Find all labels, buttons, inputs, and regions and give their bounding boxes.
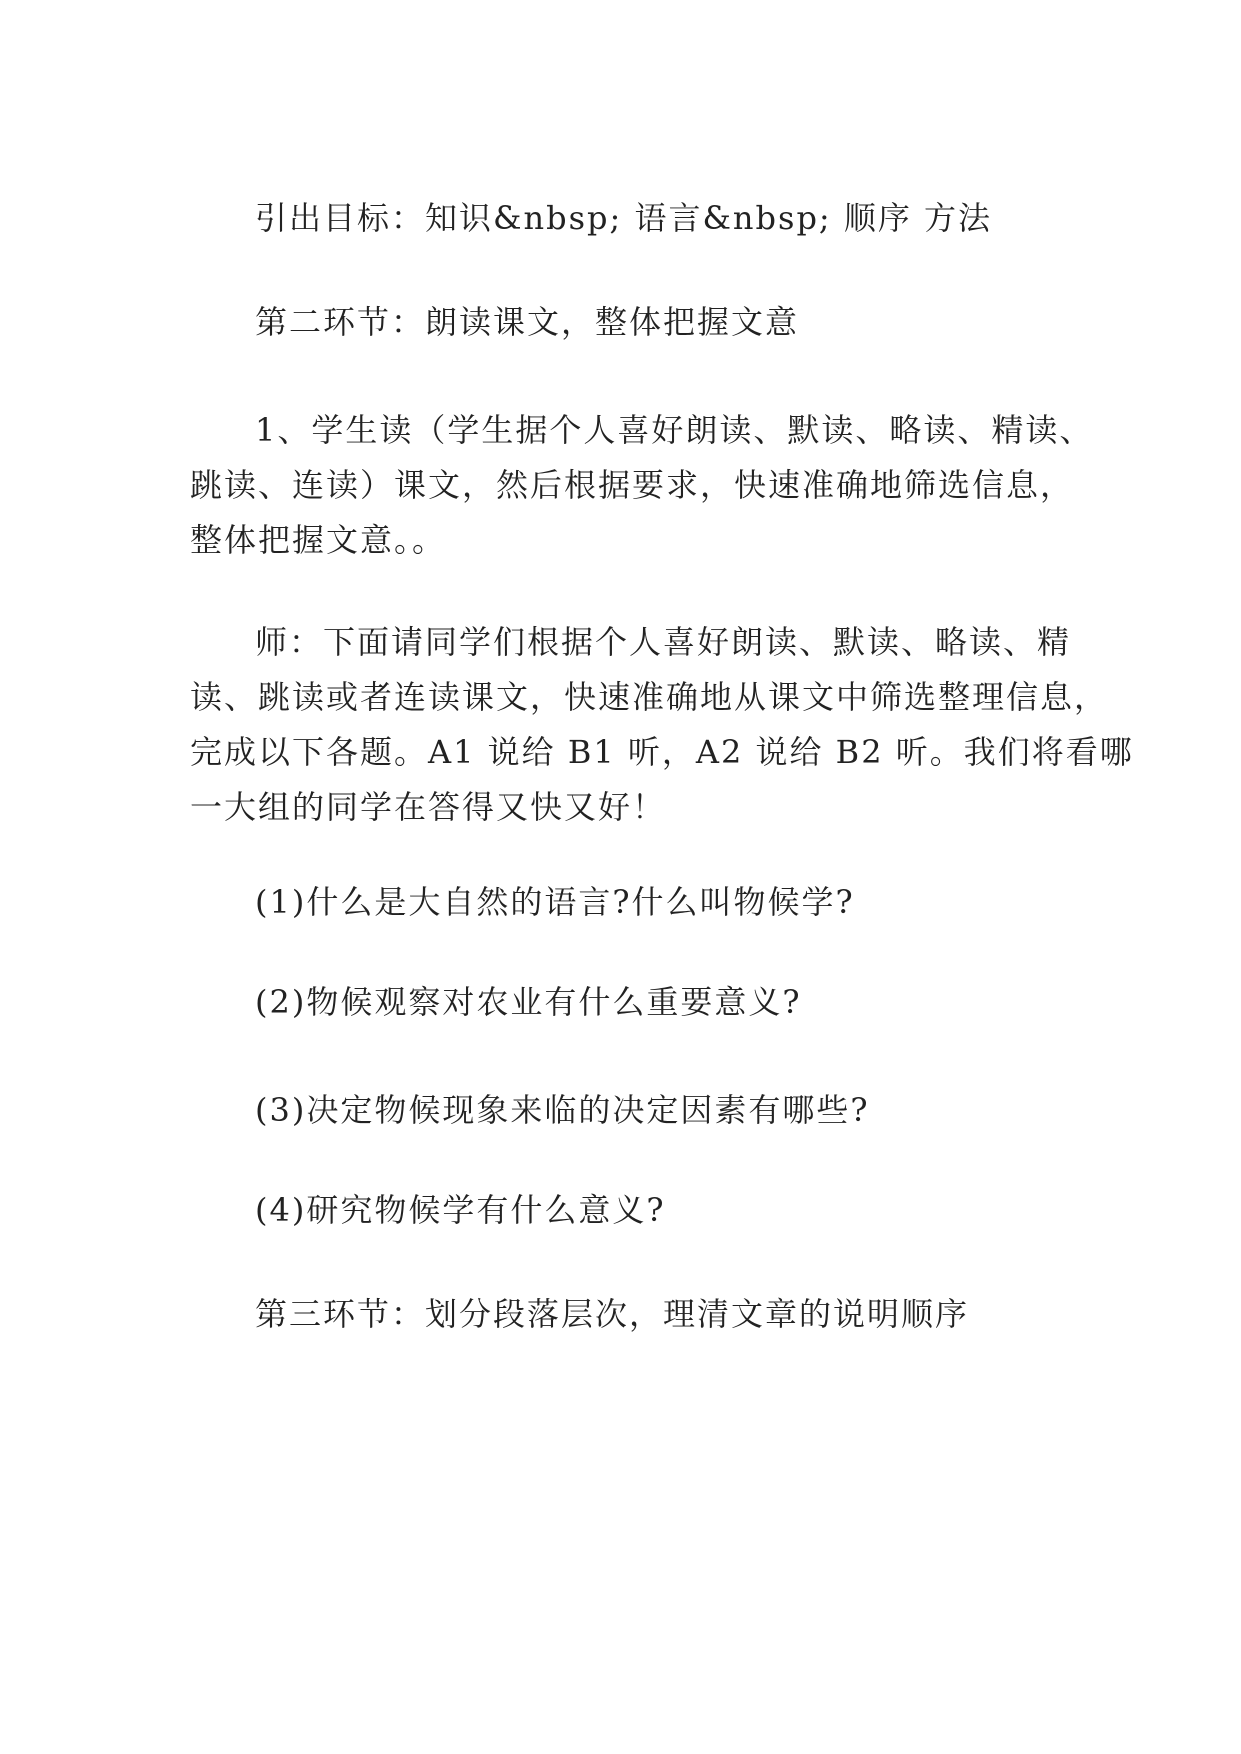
- paragraph-teacher-line-2: 读、跳读或者连读课文，快速准确地从课文中筛选整理信息，: [190, 678, 1109, 716]
- paragraph-student-reading-line-1: 1、学生读（学生据个人喜好朗读、默读、略读、精读、: [255, 411, 1094, 449]
- paragraph-objectives: 引出目标：知识&nbsp; 语言&nbsp; 顺序 方法: [255, 199, 993, 237]
- question-3: (3)决定物候现象来临的决定因素有哪些?: [255, 1091, 870, 1129]
- paragraph-teacher-line-3: 完成以下各题。A1 说给 B1 听，A2 说给 B2 听。我们将看哪: [190, 733, 1134, 771]
- question-1: (1)什么是大自然的语言?什么叫物候学?: [255, 883, 855, 921]
- paragraph-teacher-line-4: 一大组的同学在答得又快又好！: [190, 788, 667, 826]
- question-4: (4)研究物候学有什么意义?: [255, 1191, 666, 1229]
- question-2: (2)物候观察对农业有什么重要意义?: [255, 983, 802, 1021]
- paragraph-student-reading-line-2: 跳读、连读）课文，然后根据要求，快速准确地筛选信息，: [190, 466, 1075, 504]
- section-heading-3: 第三环节：划分段落层次，理清文章的说明顺序: [255, 1295, 970, 1333]
- paragraph-teacher-line-1: 师：下面请同学们根据个人喜好朗读、默读、略读、精: [255, 623, 1072, 661]
- paragraph-student-reading-line-3: 整体把握文意。。: [190, 521, 447, 559]
- section-heading-2: 第二环节：朗读课文，整体把握文意: [255, 303, 800, 341]
